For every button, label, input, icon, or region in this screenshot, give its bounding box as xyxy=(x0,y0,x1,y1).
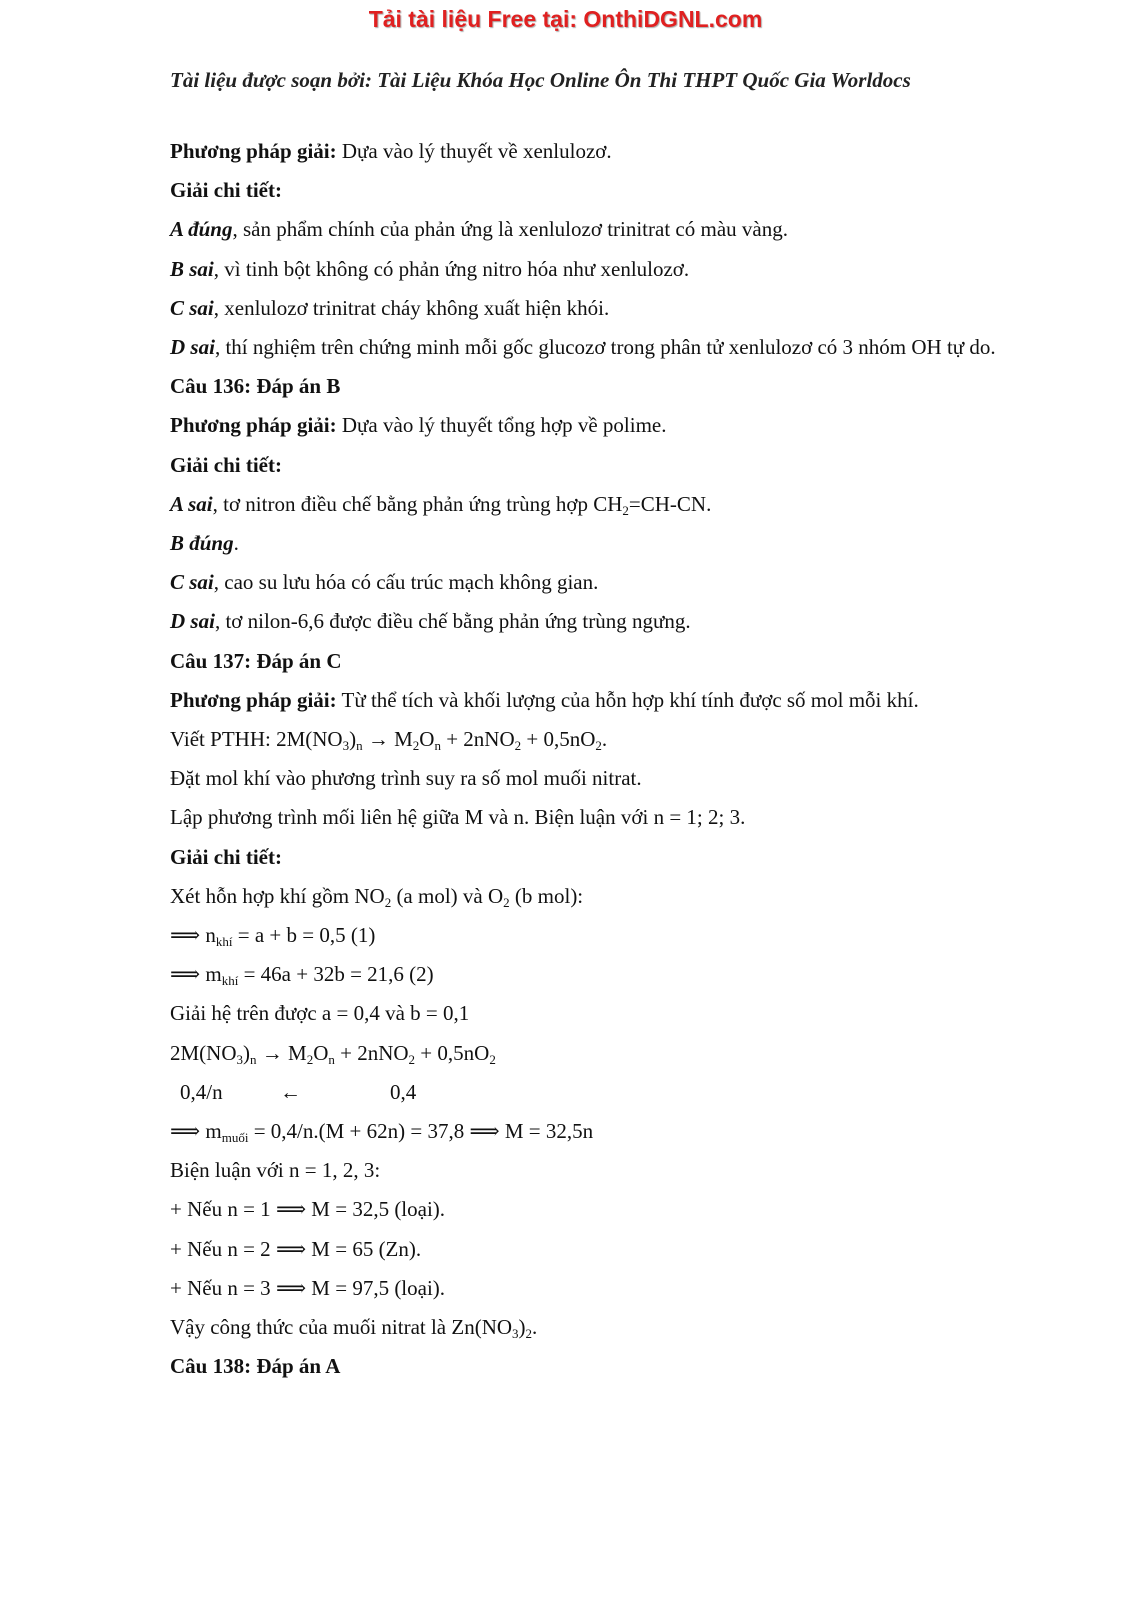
q138-heading: Câu 138: Đáp án A xyxy=(170,1354,341,1379)
reaction-equation: $2M(NO_3)_n \to M_2O_n + 2nNO_2 + 0,5nO_2$. xyxy=(276,727,608,754)
q137-mole-ratio: 0,4/n ← 0,4 xyxy=(170,1073,1050,1112)
q137-step-3: Lập phương trình mối liên hệ giữa M và n. Biện luận với n = 1; 2; 3. xyxy=(170,805,746,830)
q137-case-1: + Nếu n = 1 ⟹ M = 32,5 (loại). xyxy=(170,1190,1050,1229)
implies-arrow-icon: ⟹ xyxy=(275,1236,307,1261)
q137-detail-heading: Giải chi tiết: xyxy=(170,844,282,869)
q137-method: Phương pháp giải: Từ thể tích và khối lượng của hỗn hợp khí tính được số mol mỗi khí. xyxy=(170,687,919,712)
q137-eq-moles: ⟹ $n_{khí} = a + b = 0,5$ (1) xyxy=(170,916,1050,955)
q135-method: Phương pháp giải: Dựa vào lý thuyết về xenlulozơ. xyxy=(170,139,612,163)
left-arrow-icon: ← xyxy=(280,1079,301,1104)
q137-salt-mass: ⟹ $m_{muối} = 0,4/n.(M + 62n) = 37,8$ ⟹ M = 32,5n xyxy=(170,1112,1050,1151)
implies-arrow-icon: ⟹ xyxy=(275,1197,307,1222)
implies-arrow-icon: ⟹ xyxy=(170,1119,201,1144)
q137-step-2: Đặt mol khí vào phương trình suy ra số mol muối nitrat. xyxy=(170,766,642,791)
q137-reaction-equation: $2M(NO_3)_n \to M_2O_n + 2nNO_2 + 0,5nO_2$ xyxy=(170,1040,496,1067)
q136-method: Phương pháp giải: Dựa vào lý thuyết tổng hợp về polime. xyxy=(170,413,667,438)
document-subtitle: Tài liệu được soạn bởi: Tài Liệu Khóa Học Online Ôn Thi THPT Quốc Gia Worldocs xyxy=(170,68,911,92)
q137-eq-mass: ⟹ $m_{khí} = 46a + 32b = 21,6$ (2) xyxy=(170,955,1050,994)
download-banner[interactable]: Tải tài liệu Free tại: OnthiDGNL.com xyxy=(368,6,763,32)
q136-option-c: C sai, cao su lưu hóa có cấu trúc mạch không gian. xyxy=(170,570,599,595)
q135-option-b: B sai, vì tinh bột không có phản ứng nitro hóa như xenlulozơ. xyxy=(170,256,690,281)
q135-option-a: A đúng, sản phẩm chính của phản ứng là xenlulozơ trinitrat có màu vàng. xyxy=(170,217,788,242)
q137-case-3: + Nếu n = 3 ⟹ M = 97,5 (loại). xyxy=(170,1269,1050,1308)
q135-option-d: D sai, thí nghiệm trên chứng minh mỗi gốc glucozơ trong phân tử xenlulozơ có 3 nhóm OH tự do. xyxy=(170,335,996,360)
q137-case-2: + Nếu n = 2 ⟹ M = 65 (Zn). xyxy=(170,1230,1050,1269)
q137-bienluan: Biện luận với n = 1, 2, 3: xyxy=(170,1158,381,1183)
implies-arrow-icon: ⟹ xyxy=(469,1119,500,1144)
q136-heading: Câu 136: Đáp án B xyxy=(170,374,341,399)
q137-gas-mixture: Xét hỗn hợp khí gồm $NO_2$ (a mol) và $O_2$ (b mol): xyxy=(170,883,584,910)
q136-option-a: A sai, tơ nitron điều chế bằng phản ứng trùng hợp $CH_2=CH-CN$. xyxy=(170,491,712,518)
implies-arrow-icon: ⟹ xyxy=(275,1275,307,1300)
q136-option-d: D sai, tơ nilon-6,6 được điều chế bằng phản ứng trùng ngưng. xyxy=(170,609,691,634)
implies-arrow-icon: ⟹ xyxy=(170,962,201,987)
q137-solve: Giải hệ trên được a = 0,4 và b = 0,1 xyxy=(170,1001,470,1026)
implies-arrow-icon: ⟹ xyxy=(170,923,201,948)
document-body xyxy=(170,132,1050,1387)
q136-detail-heading: Giải chi tiết: xyxy=(170,452,282,477)
q135-option-c: C sai, xenlulozơ trinitrat cháy không xuất hiện khói. xyxy=(170,295,610,320)
q135-detail-heading: Giải chi tiết: xyxy=(170,178,282,203)
q136-option-b: B đúng. xyxy=(170,531,239,556)
q137-pthh-line: Viết PTHH: $2M(NO_3)_n \to M_2O_n + 2nNO_2 + 0,5nO_2$. xyxy=(170,727,608,754)
q137-heading: Câu 137: Đáp án C xyxy=(170,648,342,673)
q137-conclusion: Vậy công thức của muối nitrat là $Zn(NO_3)_2$. xyxy=(170,1315,538,1342)
